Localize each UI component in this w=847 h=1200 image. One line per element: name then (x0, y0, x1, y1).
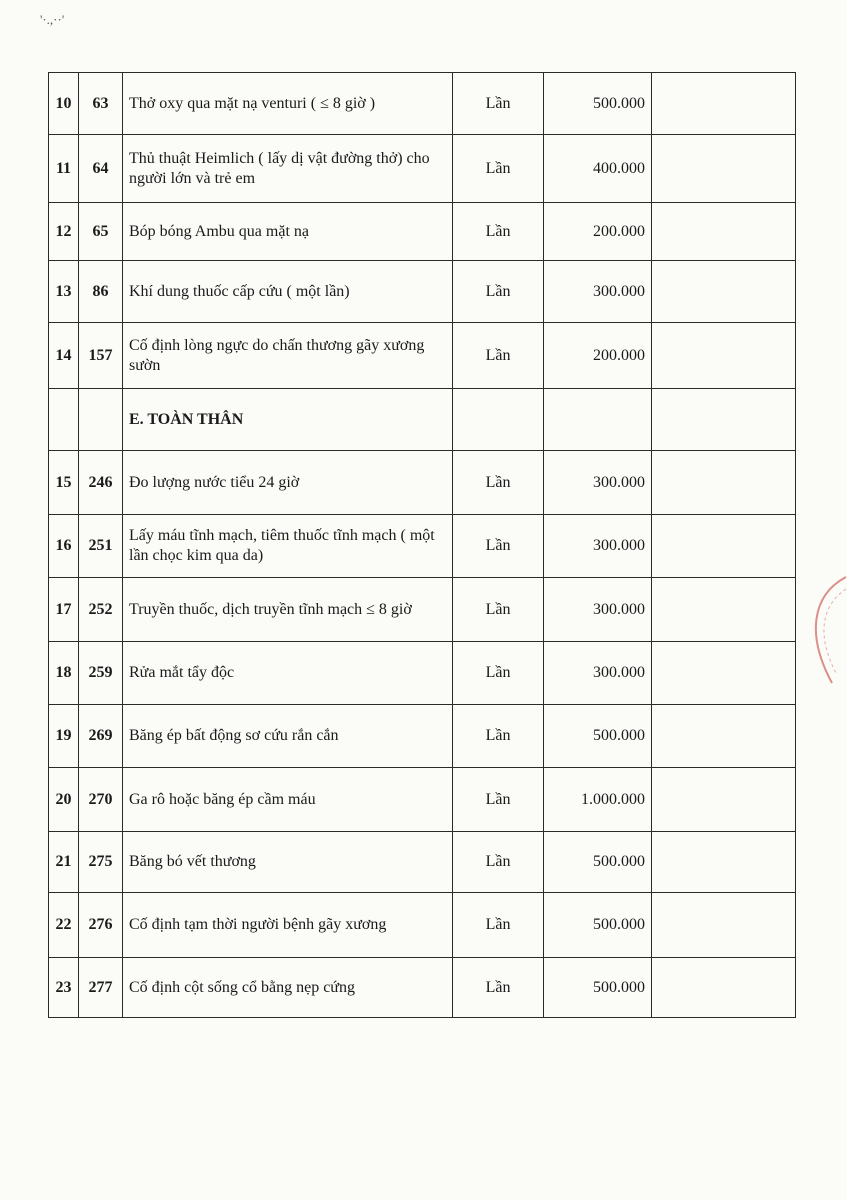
scan-mark: '·.,··' (40, 12, 65, 27)
price: 1.000.000 (544, 768, 652, 832)
service-code: 86 (79, 261, 123, 323)
service-name: Thở oxy qua mặt nạ venturi ( ≤ 8 giờ ) (123, 73, 453, 135)
note (652, 515, 796, 578)
service-code: 276 (79, 893, 123, 958)
table-row (49, 73, 796, 135)
service-name: Cố định tạm thời người bệnh gãy xương (123, 893, 453, 958)
price: 500.000 (544, 893, 652, 958)
note (652, 958, 796, 1018)
unit: Lần (453, 261, 544, 323)
service-name: Lấy máu tĩnh mạch, tiêm thuốc tĩnh mạch ( một lần chọc kim qua da) (123, 515, 453, 578)
row-number: 10 (49, 73, 79, 135)
unit: Lần (453, 578, 544, 642)
service-code: 64 (79, 135, 123, 203)
service-name: Ga rô hoặc băng ép cầm máu (123, 768, 453, 832)
unit: Lần (453, 832, 544, 893)
unit: Lần (453, 515, 544, 578)
service-code: 270 (79, 768, 123, 832)
service-code: 63 (79, 73, 123, 135)
price: 500.000 (544, 958, 652, 1018)
table-row (49, 135, 796, 203)
table-row (49, 832, 796, 893)
unit: Lần (453, 203, 544, 261)
service-name: Khí dung thuốc cấp cứu ( một lần) (123, 261, 453, 323)
row-number: 13 (49, 261, 79, 323)
note (652, 135, 796, 203)
price: 300.000 (544, 261, 652, 323)
service-code: 259 (79, 642, 123, 705)
unit: Lần (453, 893, 544, 958)
note (652, 451, 796, 515)
service-code: 252 (79, 578, 123, 642)
table-row (49, 642, 796, 705)
unit: Lần (453, 768, 544, 832)
note (652, 389, 796, 451)
price-table (48, 72, 796, 1018)
service-name: Băng ép bất động sơ cứu rắn cắn (123, 705, 453, 768)
service-code: 277 (79, 958, 123, 1018)
unit: Lần (453, 73, 544, 135)
service-code: 269 (79, 705, 123, 768)
note (652, 705, 796, 768)
row-number: 21 (49, 832, 79, 893)
table-row (49, 261, 796, 323)
service-name: Cố định lòng ngực do chấn thương gãy xương sườn (123, 323, 453, 389)
unit: Lần (453, 642, 544, 705)
service-code: 65 (79, 203, 123, 261)
row-number: 20 (49, 768, 79, 832)
service-name: Bóp bóng Ambu qua mặt nạ (123, 203, 453, 261)
unit: Lần (453, 705, 544, 768)
note (652, 73, 796, 135)
unit: Lần (453, 323, 544, 389)
note (652, 261, 796, 323)
section-title: E. TOÀN THÂN (123, 389, 453, 451)
price: 200.000 (544, 323, 652, 389)
row-number: 16 (49, 515, 79, 578)
note (652, 832, 796, 893)
note (652, 642, 796, 705)
price: 300.000 (544, 578, 652, 642)
service-name: Rửa mắt tẩy độc (123, 642, 453, 705)
table-row (49, 323, 796, 389)
service-name: Thủ thuật Heimlich ( lấy dị vật đường thở) cho người lớn và trẻ em (123, 135, 453, 203)
price: 300.000 (544, 451, 652, 515)
service-name: Cố định cột sống cổ bằng nẹp cứng (123, 958, 453, 1018)
table-row (49, 515, 796, 578)
price: 300.000 (544, 642, 652, 705)
row-number: 18 (49, 642, 79, 705)
table-row (49, 578, 796, 642)
row-number: 12 (49, 203, 79, 261)
price: 400.000 (544, 135, 652, 203)
unit (453, 389, 544, 451)
unit: Lần (453, 958, 544, 1018)
row-number: 11 (49, 135, 79, 203)
service-name: Truyền thuốc, dịch truyền tĩnh mạch ≤ 8 giờ (123, 578, 453, 642)
note (652, 323, 796, 389)
price: 500.000 (544, 73, 652, 135)
table-row (49, 768, 796, 832)
service-code (79, 389, 123, 451)
price: 300.000 (544, 515, 652, 578)
note (652, 203, 796, 261)
service-code: 251 (79, 515, 123, 578)
service-name: Đo lượng nước tiểu 24 giờ (123, 451, 453, 515)
price: 500.000 (544, 832, 652, 893)
service-name: Băng bó vết thương (123, 832, 453, 893)
table-row (49, 705, 796, 768)
service-code: 275 (79, 832, 123, 893)
price (544, 389, 652, 451)
red-stamp-icon (802, 575, 847, 685)
price: 200.000 (544, 203, 652, 261)
row-number: 15 (49, 451, 79, 515)
row-number (49, 389, 79, 451)
row-number: 17 (49, 578, 79, 642)
table-row (49, 958, 796, 1018)
service-code: 246 (79, 451, 123, 515)
note (652, 893, 796, 958)
service-code: 157 (79, 323, 123, 389)
row-number: 14 (49, 323, 79, 389)
unit: Lần (453, 451, 544, 515)
section-row (49, 389, 796, 451)
row-number: 23 (49, 958, 79, 1018)
note (652, 768, 796, 832)
table-row (49, 451, 796, 515)
row-number: 22 (49, 893, 79, 958)
table-row (49, 203, 796, 261)
price: 500.000 (544, 705, 652, 768)
row-number: 19 (49, 705, 79, 768)
unit: Lần (453, 135, 544, 203)
note (652, 578, 796, 642)
table-row (49, 893, 796, 958)
